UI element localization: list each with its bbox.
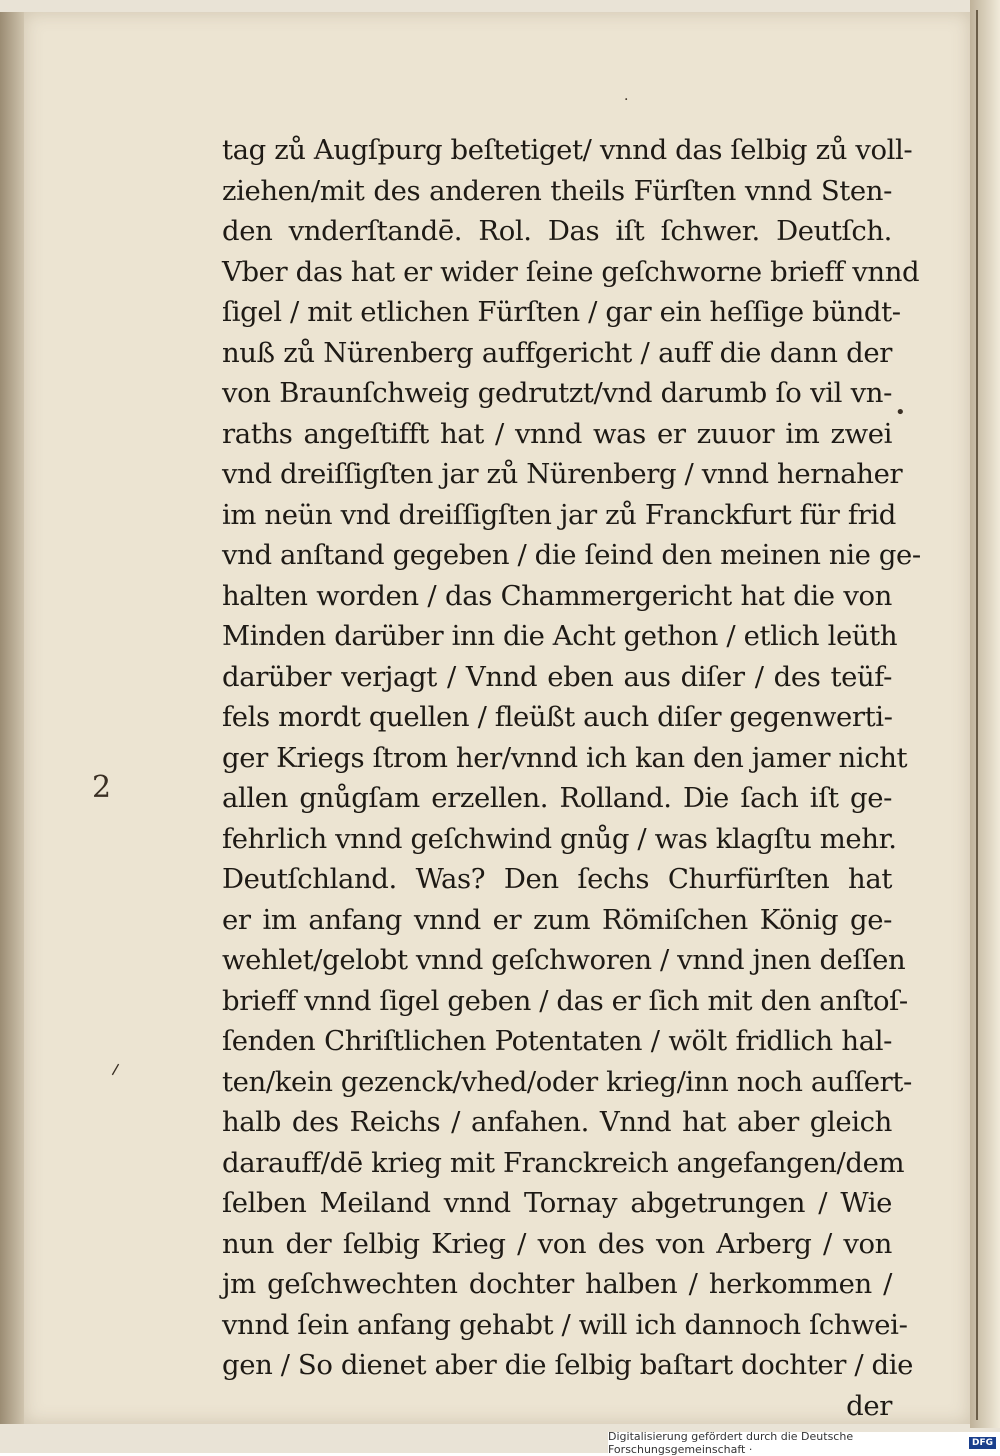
text-line: ger Kriegs ſtrom her/vnnd ich kan den jamer nicht	[222, 741, 908, 774]
text-line: vnd anſtand gegeben / die ſeind den meinen nie ge-	[222, 539, 921, 571]
text-line: Minden darüber inn die Acht gethon / etlich leüth	[222, 620, 898, 652]
text-line: von Braunſchweig gedrutzt/vnd darumb ſo vil vn-	[222, 377, 892, 409]
text-line: ſelben Meiland vnnd Tornay abgetrungen / Wie	[222, 1187, 892, 1219]
right-margin-mark: •	[895, 402, 906, 423]
text-line: tag zů Augſpurg beſtetiget/ vnnd das ſelbig zů voll-	[222, 134, 913, 166]
text-line: Deutſchland. Was? Den ſechs Churfürſten hat	[222, 863, 892, 895]
text-line: darüber verjagt / Vnnd eben aus diſer / des teüf-	[222, 660, 892, 693]
text-line: ten/kein gezenck/vhed/oder krieg/inn noch auſſert-	[222, 1065, 912, 1098]
text-line: ſigel / mit etlichen Fürſten / gar ein heſſige bündt-	[222, 296, 901, 328]
text-line: im neün vnd dreiſſigſten jar zů Franckfurt für frid	[222, 498, 896, 531]
margin-tick: ⸍	[106, 1058, 128, 1092]
footer-credit	[608, 1429, 1000, 1456]
dfg-logo: DFG	[969, 1437, 996, 1449]
text-line: er im anfang vnnd er zum Römiſchen König ge-	[222, 903, 892, 936]
text-line: nuß zů Nürenberg auffgericht / auff die dann der	[222, 336, 892, 369]
text-line: fehrlich vnnd geſchwind gnůg / was klagſtu mehr.	[222, 822, 897, 855]
text-line: allen gnůgſam erzellen. Rolland. Die ſach iſt ge-	[222, 782, 892, 814]
footer-text: Digitalisierung gefördert durch die Deutsche Forschungsgemeinschaft ·	[608, 1429, 854, 1456]
text-line: halb des Reichs / anfahen. Vnnd hat aber gleich	[222, 1106, 892, 1138]
text-line: gen / So dienet aber die ſelbig baſtart dochter / die	[222, 1349, 914, 1381]
text-line: fels mordt quellen / fleüßt auch diſer gegenwerti-	[222, 701, 893, 733]
left-page-edge	[0, 12, 24, 1424]
text-line: vnd dreiſſigſten jar zů Nürenberg / vnnd hernaher	[222, 458, 903, 490]
text-line: ziehen/mit des anderen theils Fürſten vnnd Sten-	[222, 174, 892, 207]
text-line: ſenden Chriſtlichen Potentaten / wölt fridlich hal-	[222, 1025, 892, 1057]
text-line: nun der ſelbig Krieg / von des von Arberg / von	[222, 1227, 892, 1260]
right-page-edge	[970, 0, 1000, 1428]
text-line: halten worden / das Chammergericht hat die von	[222, 579, 892, 612]
text-line: darauff/dē krieg mit Franckreich angefangen/dem	[222, 1146, 905, 1179]
catchword: der	[846, 1389, 892, 1422]
text-line: brieff vnnd ſigel geben / das er ſich mit den anſtoſ-	[222, 984, 908, 1017]
top-mark: ·	[624, 92, 629, 108]
text-line: raths angeſtifft hat / vnnd was er zuuor im zwei	[222, 417, 892, 450]
text-block	[222, 130, 921, 1426]
text-line: vnnd ſein anfang gehabt / will ich dannoch ſchwei-	[222, 1308, 908, 1341]
text-line: jm geſchwechten dochter halben / herkommen /	[222, 1268, 892, 1300]
margin-note: 2	[92, 770, 112, 805]
text-line: den vnderſtandē. Rol. Das iſt ſchwer. Deutſch.	[222, 215, 892, 247]
text-line: Vber das hat er wider ſeine geſchworne brieff vnnd	[222, 255, 920, 288]
text-line: wehlet/gelobt vnnd geſchworen / vnnd jnen deſſen	[222, 944, 906, 976]
